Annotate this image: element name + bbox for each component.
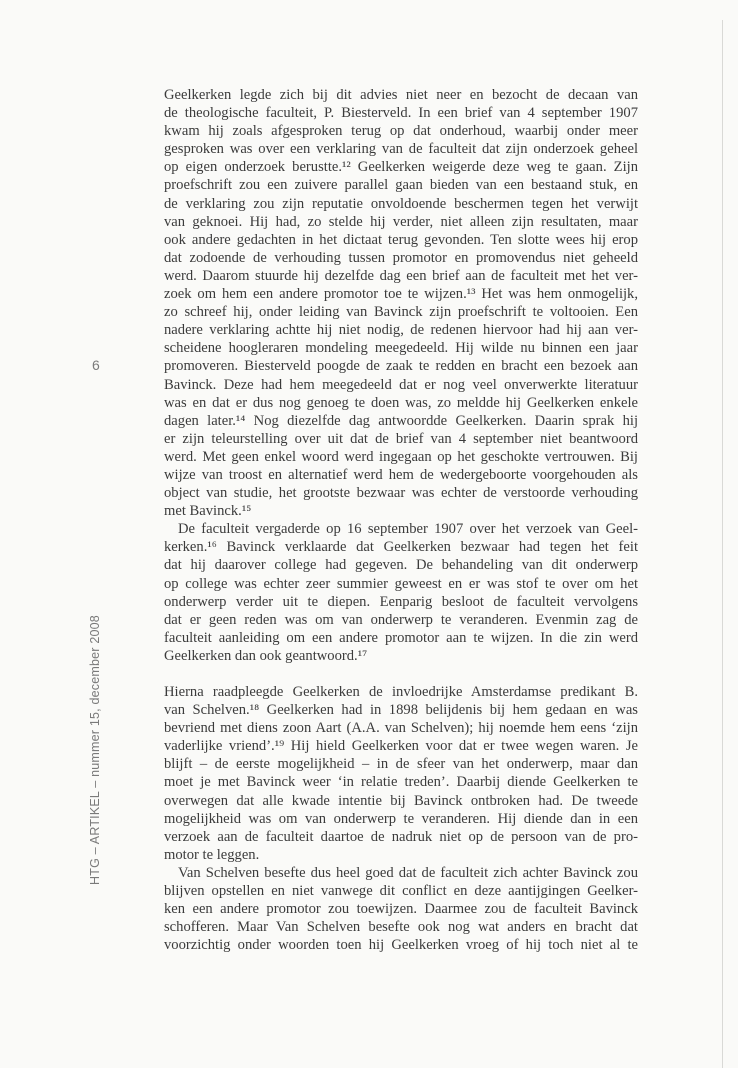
paragraph-gap <box>164 665 638 683</box>
text-line: voorzichtig onder woorden toen hij Geelkerken vroeg of hij toch niet al te <box>164 937 638 954</box>
text-line: de theologische faculteit, P. Biesterveld. In een brief van 4 september 1907 <box>164 105 638 122</box>
text-line: ook andere gedachten in het dictaat terug gevonden. Ten slotte wees hij erop <box>164 231 638 248</box>
paragraph <box>164 520 638 665</box>
paragraph <box>164 864 638 954</box>
text-line: werd. Met geen enkel woord werd ingegaan op het geschokte vertrouwen. Bij <box>164 448 638 465</box>
text-line: nadere verklaring achtte hij niet nodig, de redenen hiervoor had hij aan ver- <box>164 322 638 339</box>
text-line: dat hij daarover college had gegeven. De behandeling van dit onderwerp <box>164 557 638 574</box>
text-line: Bavinck. Deze had hem meegedeeld dat er nog veel onverwerkte literatuur <box>164 376 638 393</box>
page-edge <box>722 20 723 1068</box>
page-number: 6 <box>92 357 100 373</box>
text-line: moet je met Bavinck weer ‘in relatie treden’. Daarbij diende Geelkerken te <box>164 774 638 791</box>
text-line: Hierna raadpleegde Geelkerken de invloedrijke Amsterdamse predikant B. <box>164 684 638 700</box>
text-line: er zijn teleurstelling over uit dat de brief van 4 september niet beantwoord <box>164 430 638 447</box>
text-line: Van Schelven besefte dus heel goed dat de faculteit zich achter Bavinck zou <box>178 864 638 881</box>
text-line: op college was echter zeer summier geweest en er was stof te over om het <box>164 575 638 592</box>
text-line: werd. Daarom stuurde hij dezelfde dag een brief aan de faculteit met het ver- <box>164 267 638 284</box>
text-line: Geelkerken dan ook geantwoord.¹⁷ <box>164 647 368 664</box>
article-body <box>164 86 638 954</box>
text-line: motor te leggen. <box>164 846 260 863</box>
text-line: op eigen onderzoek berustte.¹² Geelkerken weigerde deze weg te gaan. Zijn <box>164 159 638 176</box>
paragraph <box>164 86 638 520</box>
text-line: de verklaring zou zijn reputatie onvoldoende beschermen tegen het verwijt <box>164 195 638 212</box>
text-line: zo schreef hij, onder leiding van Bavinck zijn proefschrift te voltooien. Een <box>164 304 638 321</box>
text-line: bevriend met diens zoon Aart (A.A. van Schelven); hij noemde hem eens ‘zijn <box>164 720 638 737</box>
text-line: promoveren. Biesterveld poogde de zaak te redden en bracht een bezoek aan <box>164 358 638 375</box>
text-line: wijze van troost en alternatief werd hem de wedergeboorte voorgehouden als <box>164 466 638 483</box>
text-line: dat zodoende de verhouding tussen promotor en promovendus niet geheeld <box>164 249 638 266</box>
text-line: De faculteit vergaderde op 16 september 1907 over het verzoek van Geel- <box>178 521 638 538</box>
text-line: blijft – de eerste mogelijkheid – in de sfeer van het onderwerp, maar dan <box>164 756 638 773</box>
text-line: verzoek aan de faculteit daartoe de nadruk niet op de persoon van de pro- <box>164 828 638 845</box>
text-line: schofferen. Maar Van Schelven besefte ook nog wat anders en bracht dat <box>164 919 638 936</box>
text-line: kwam hij zoals afgesproken terug op dat onderhoud, waarbij onder meer <box>164 123 638 140</box>
text-line: vaderlijke vriend’.¹⁹ Hij hield Geelkerken voor dat er twee wegen waren. Je <box>164 738 638 755</box>
text-line: was en dat er dus nog genoeg te doen was, zo meldde hij Geelkerken enkele <box>164 394 638 411</box>
paragraph <box>164 683 638 864</box>
text-line: van Schelven.¹⁸ Geelkerken had in 1898 belijdenis bij hem gedaan en was <box>164 702 638 719</box>
text-line: faculteit aanleiding om een andere promotor aan te wijzen. In die zin werd <box>164 629 638 646</box>
text-line: ken een andere promotor zou toewijzen. Daarmee zou de faculteit Bavinck <box>164 901 638 918</box>
text-line: blijven opstellen en niet vanwege dit conflict en deze aantijgingen Geelker- <box>164 883 638 900</box>
running-head-text: HTG – ARTIKEL – nummer 15, december 2008 <box>88 615 102 885</box>
text-line: proefschrift zou een zuivere parallel gaan bieden van een bestaand stuk, en <box>164 177 638 194</box>
text-line: scheidene hoogleraren mondeling meegedeeld. Hij wilde nu binnen een jaar <box>164 340 638 357</box>
text-line: dagen later.¹⁴ Nog diezelfde dag antwoordde Geelkerken. Daarin sprak hij <box>164 412 638 429</box>
text-line: met Bavinck.¹⁵ <box>164 503 252 520</box>
text-line: object van studie, het grootste bezwaar was echter de verstoorde verhouding <box>164 485 638 502</box>
text-line: mogelijkheid was om van onderwerp te veranderen. Hij diende dan in een <box>164 810 638 827</box>
text-line: van geknoei. Hij had, zo stelde hij verder, niet alleen zijn resultaten, maar <box>164 213 638 230</box>
text-line: Geelkerken legde zich bij dit advies niet neer en bezocht de decaan van <box>164 87 638 103</box>
text-line: zoek om hem een andere promotor toe te wijzen.¹³ Het was hem onmogelijk, <box>164 286 638 303</box>
text-line: onderwerp verder uit te diepen. Eenparig besloot de faculteit vervolgens <box>164 593 638 610</box>
text-line: dat er geen reden was om van onderwerp te veranderen. Evenmin zag de <box>164 611 638 628</box>
text-line: overwegen dat alle kwade intentie bij Bavinck ontbroken had. De tweede <box>164 792 638 809</box>
text-line: gesproken was over een verklaring van de faculteit dat zijn onderzoek geheel <box>164 141 638 158</box>
text-line: kerken.¹⁶ Bavinck verklaarde dat Geelkerken bezwaar had tegen het feit <box>164 539 638 556</box>
